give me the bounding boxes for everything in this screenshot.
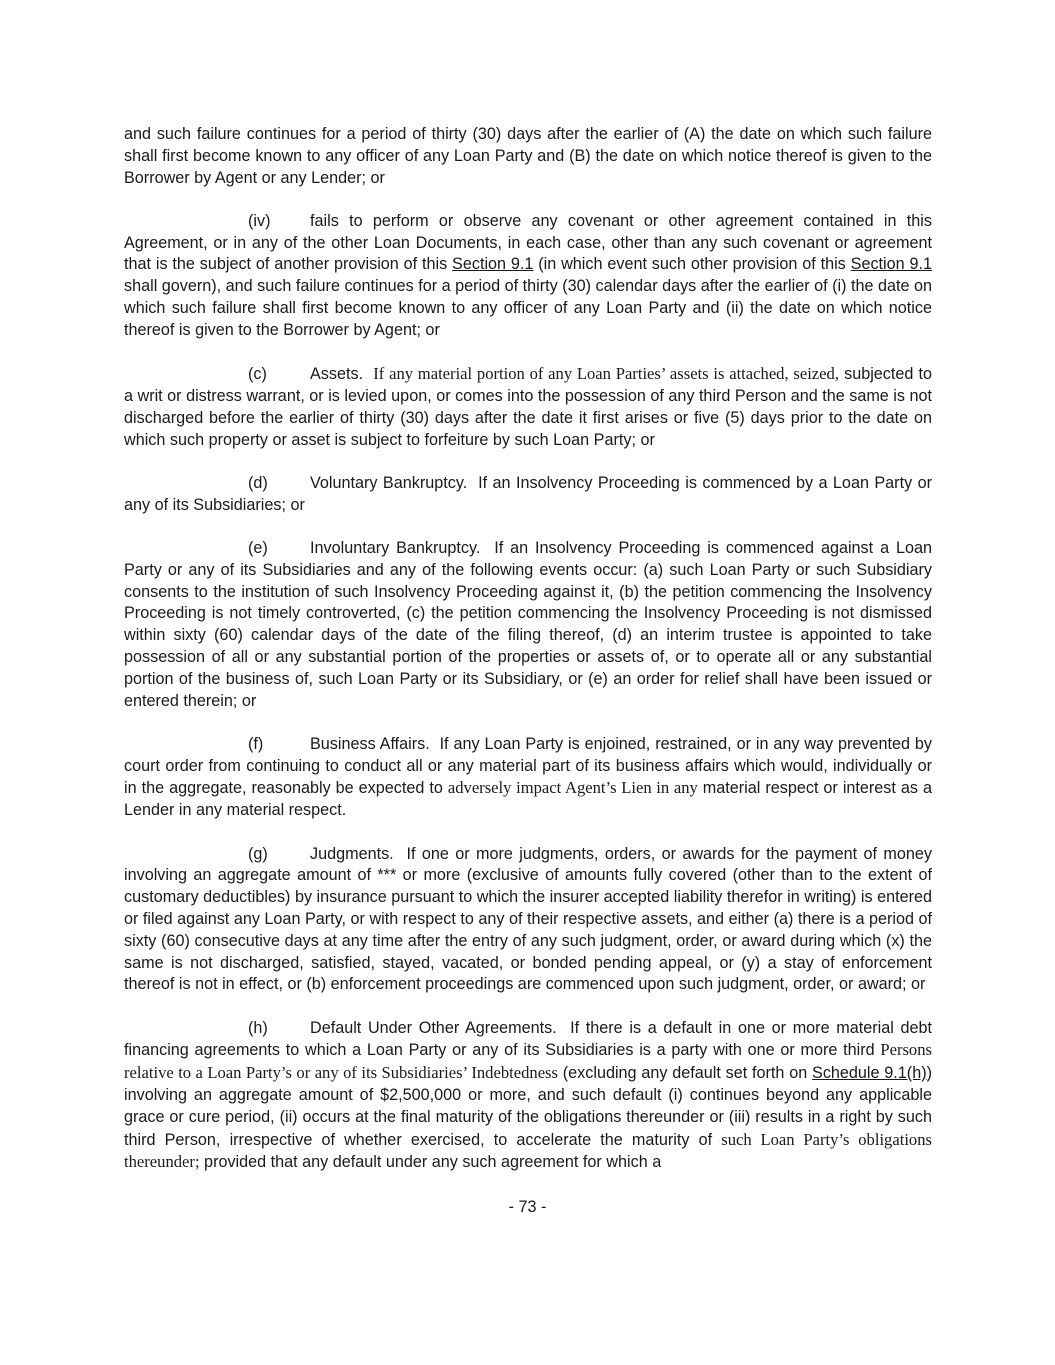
schedule-reference-link[interactable]: Schedule 9.1(h) <box>812 1064 927 1083</box>
clause-heading: Judgments. <box>310 844 394 863</box>
clause-text: (excluding any default set forth on <box>557 1064 813 1083</box>
section-reference-link[interactable]: Section 9.1 <box>850 255 932 274</box>
clause-heading: Involuntary Bankruptcy. <box>310 538 481 557</box>
document-page <box>124 124 932 1174</box>
clause-number: (g) <box>248 844 268 863</box>
clause-text: Persons relative to a Loan Party’s or any of its Subsidiaries’ Indebtedness <box>124 1040 932 1083</box>
clause-text: If an Insolvency Proceeding is commenced against a Loan Party or any of its Subsidiaries and any of the following events occur: (a) such Loan Party or such Subsidiary consents to the institution of such Insolvency Proceeding against it, (b) the petition commencing the Insolvency Proceeding is not timely controverted, (c) the petition commencing the Insolvency Proceeding is not dismissed within sixty (60) calendar days of the date of the filing thereof, (d) an interim trustee is appointed to take possession of all or any substantial portion of the properties or assets of, or to operate all or any substantial portion of the business of, such Loan Party or its Subsidiary, or (e) an order for relief shall have been issued or entered therein; or <box>124 538 932 710</box>
paragraph-text: and such failure continues for a period of thirty (30) days after the earlier of (A) the date on which such failure shall first become known to any officer of any Loan Party and (B) the date on which notice thereof is given to the Borrower by Agent or any Lender; or <box>124 125 932 187</box>
paragraph-continuation <box>124 124 932 189</box>
clause-text: adversely impact Agent’s Lien in any <box>447 778 698 798</box>
clause-text: provided that any default under any such agreement for which a <box>199 1153 662 1172</box>
clause-number: (e) <box>248 538 268 557</box>
clause-text: If an Insolvency Proceeding is commenced by a Loan Party or any of its Subsidiaries; or <box>124 473 932 514</box>
clause-text: shall govern), and such failure continues for a period of thirty (30) calendar days after the earlier of (i) the date on which such failure shall first become known to any officer of any Loan Party and (ii) the date on which notice thereof is given to the Borrower by Agent; or <box>124 277 933 339</box>
clause-c-assets <box>124 363 932 451</box>
page-number: - 73 - <box>508 1198 547 1216</box>
clause-d-voluntary-bankruptcy <box>124 473 932 517</box>
clause-text: (in which event such other provision of this <box>533 255 851 274</box>
clause-number: (d) <box>248 473 268 492</box>
clause-text: If one or more judgments, orders, or awards for the payment of money involving an aggregate amount of *** or more (exclusive of amounts fully covered (other than to the extent of customary deductibles) by insurance pursuant to which the insurer accepted liability therefor in writing) is entered or filed against any Loan Party, or with respect to any of their respective assets, and either (a) there is a period of sixty (60) consecutive days at any time after the entry of any such judgment, order, or award during which (x) the same is not discharged, satisfied, stayed, vacated, or bonded pending appeal, or (y) a stay of enforcement thereof is not in effect, or (b) enforcement proceedings are commenced upon such judgment, order, or award; or <box>124 844 932 994</box>
clause-h-default-other-agreements <box>124 1018 932 1175</box>
clause-heading: Voluntary Bankruptcy. <box>310 473 468 492</box>
clause-text: ) involving an aggregate amount of $2,500,000 or more, and such default (i) continues beyond any applicable grace or cure period, (ii) occurs at the final maturity of the obligations thereunder or (iii) results in a right by such third Person, irrespective of whether exercised, to accelerate the maturity of <box>124 1064 932 1149</box>
clause-number: (h) <box>248 1018 268 1037</box>
clause-heading: Business Affairs. <box>310 734 430 753</box>
clause-text: If any Loan Party is enjoined, restrained, or in any way prevented by court order from continuing to conduct all or any material part of its business affairs which would, individually or in the aggregate, reasonably be expected to <box>124 734 932 798</box>
clause-text: fails to perform or observe any covenant or other agreement contained in this Agreement, or in any of the other Loan Documents, in each case, other than any such covenant or agreement that is the subject of another provision of this <box>124 211 932 274</box>
clause-f-business-affairs <box>124 734 932 822</box>
clause-text: subjected to a writ or distress warrant, or is levied upon, or comes into the possession of any third Person and the same is not discharged before the earlier of thirty (30) days after the date it first arises or five (5) days prior to the date on which such property or asset is subject to forfeiture by such Loan Party; or <box>124 365 932 449</box>
clause-g-judgments <box>124 844 932 997</box>
clause-number: (iv) <box>248 211 271 230</box>
clause-text: material respect or interest as a Lender in any material respect. <box>124 779 932 820</box>
clause-e-involuntary-bankruptcy <box>124 538 932 712</box>
clause-number: (c) <box>248 365 267 384</box>
section-reference-link[interactable]: Section 9.1 <box>452 255 534 274</box>
clause-iv <box>124 211 932 342</box>
clause-heading: Default Under Other Agreements. <box>310 1018 557 1037</box>
clause-text: such Loan Party’s obligations thereunder; <box>124 1129 932 1172</box>
clause-number: (f) <box>248 734 264 753</box>
clause-text: If there is a default in one or more material debt financing agreements to which a Loan Party or any of its Subsidiaries is a party with one or more third <box>124 1018 932 1060</box>
clause-text: If any material portion of any Loan Parties’ assets is attached, seized, <box>373 364 839 384</box>
clause-heading: Assets. <box>310 365 364 384</box>
